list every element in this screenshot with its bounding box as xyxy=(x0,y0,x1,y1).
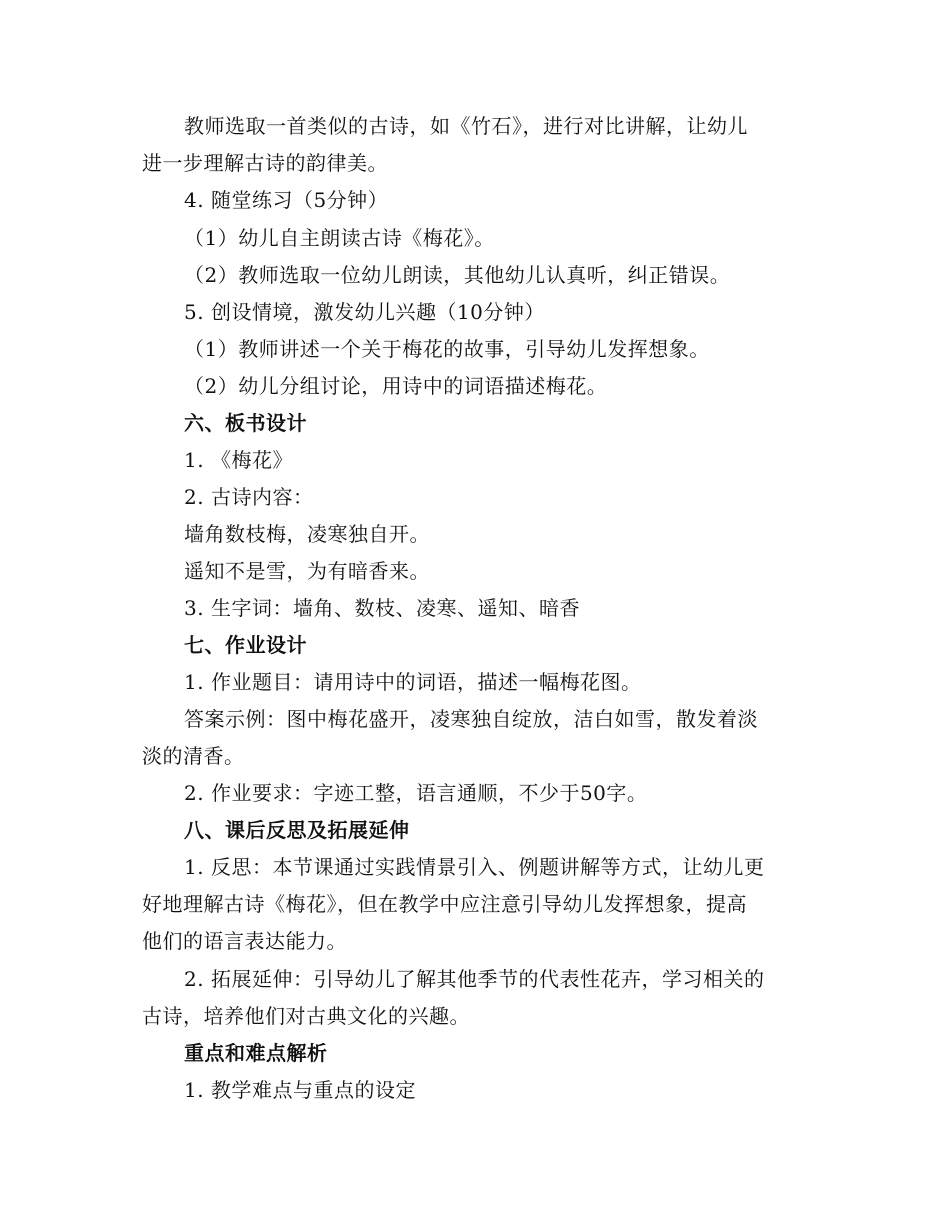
list-item: 1. 《梅花》 xyxy=(184,448,293,472)
sub-list-item: （2）教师选取一位幼儿朗读，其他幼儿认真听，纠正错误。 xyxy=(184,263,731,287)
paragraph-line: 他们的语言表达能力。 xyxy=(142,929,347,953)
section-heading: 六、板书设计 xyxy=(184,411,307,435)
list-item: 1. 反思：本节课通过实践情景引入、例题讲解等方式，让幼儿更 xyxy=(184,855,765,879)
paragraph-line: 答案示例：图中梅花盛开，凌寒独自绽放，洁白如雪，散发着淡 xyxy=(184,707,758,731)
list-item: 1. 教学难点与重点的设定 xyxy=(184,1078,416,1102)
paragraph-line: 古诗，培养他们对古典文化的兴趣。 xyxy=(142,1004,470,1028)
list-item: 3. 生字词：墙角、数枝、凌寒、遥知、暗香 xyxy=(184,596,580,620)
list-item: 2. 古诗内容： xyxy=(184,485,314,509)
section-heading: 八、课后反思及拓展延伸 xyxy=(184,818,410,842)
list-item: 2. 拓展延伸：引导幼儿了解其他季节的代表性花卉，学习相关的 xyxy=(184,967,765,991)
paragraph-line: 淡的清香。 xyxy=(142,744,245,768)
list-item: 2. 作业要求：字迹工整，语言通顺，不少于50字。 xyxy=(184,781,648,805)
poem-line: 遥知不是雪，为有暗香来。 xyxy=(184,559,430,583)
paragraph-line: 好地理解古诗《梅花》，但在教学中应注意引导幼儿发挥想象，提高 xyxy=(142,892,747,916)
paragraph-line: 教师选取一首类似的古诗，如《竹石》，进行对比讲解，让幼儿 xyxy=(184,114,748,138)
sub-list-item: （1）幼儿自主朗读古诗《梅花》。 xyxy=(184,226,495,250)
section-heading: 重点和难点解析 xyxy=(184,1041,328,1065)
sub-list-item: （1）教师讲述一个关于梅花的故事，引导幼儿发挥想象。 xyxy=(184,337,710,361)
paragraph-line: 进一步理解古诗的韵律美。 xyxy=(142,151,388,175)
section-heading: 七、作业设计 xyxy=(184,633,307,657)
sub-list-item: （2）幼儿分组讨论，用诗中的词语描述梅花。 xyxy=(184,374,608,398)
list-item: 4. 随堂练习（5分钟） xyxy=(184,188,389,212)
list-item: 5. 创设情境，激发幼儿兴趣（10分钟） xyxy=(184,300,545,324)
poem-line: 墙角数枝梅，凌寒独自开。 xyxy=(184,522,430,546)
list-item: 1. 作业题目：请用诗中的词语，描述一幅梅花图。 xyxy=(184,670,642,694)
